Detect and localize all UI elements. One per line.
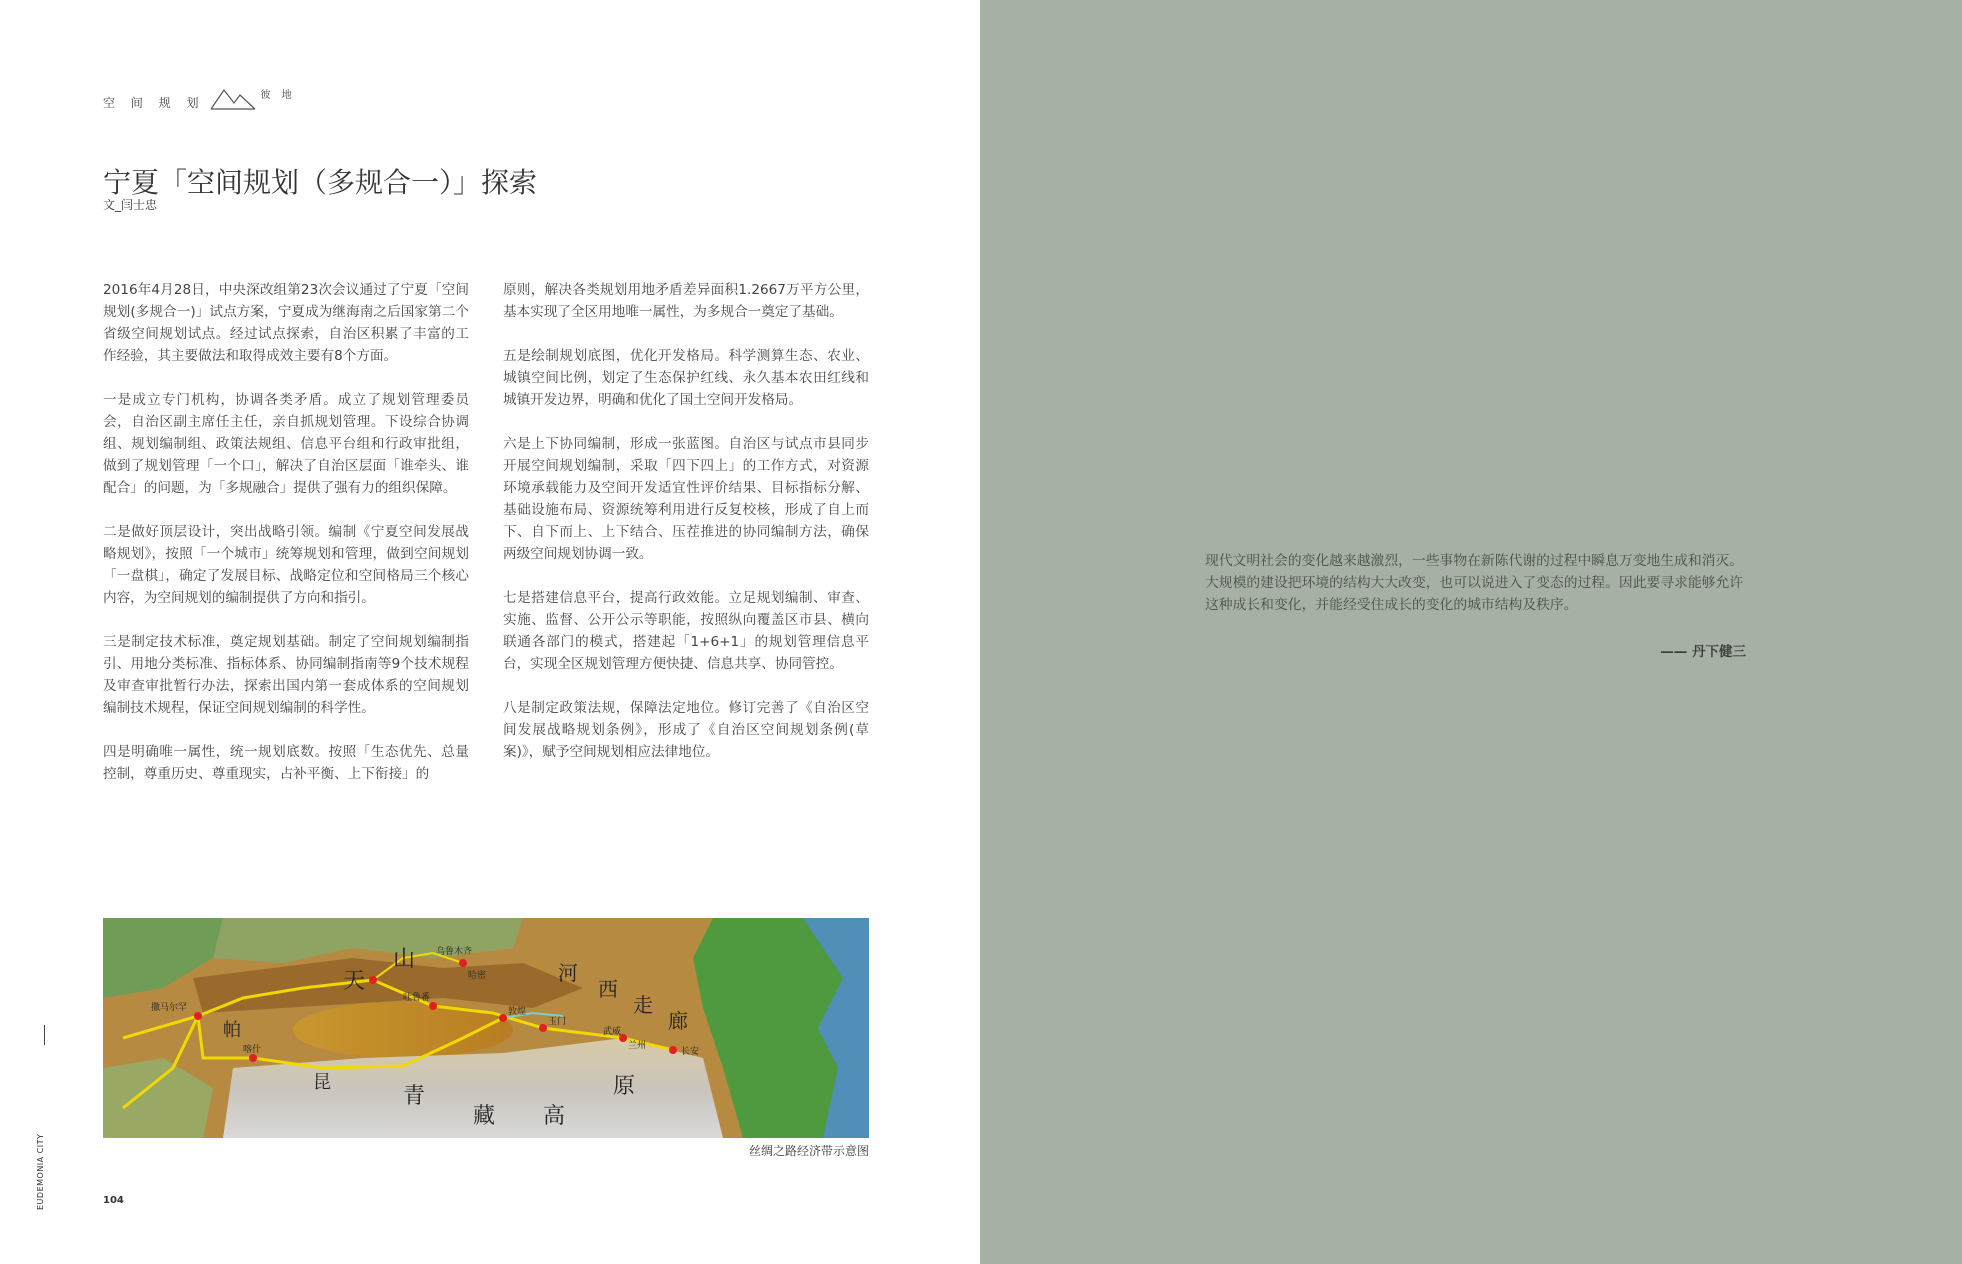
silk-road-map <box>103 918 869 1138</box>
map-city: 玉门 <box>548 1017 567 1027</box>
section-sublabel: 彼 地 <box>260 90 296 101</box>
map-label: 走 <box>633 993 653 1017</box>
map-graphic <box>103 918 869 1138</box>
map-caption: 丝绸之路经济带示意图 <box>748 1144 869 1158</box>
paragraph: 八是制定政策法规，保障法定地位。修订完善了《自治区空间发展战略规划条例》，形成了《自治区空间规划条例(草案)》，赋予空间规划相应法律地位。 <box>503 700 869 760</box>
map-city: 乌鲁木齐 <box>436 947 473 957</box>
map-city: 敦煌 <box>508 1007 527 1017</box>
map-city: 兰州 <box>628 1041 647 1051</box>
paragraph: 三是制定技术标准，奠定规划基础。制定了空间规划编制指引、用地分类标准、指标体系、协同编制指南等9个技术规程及审查审批暂行办法，探索出国内第一套成体系的空间规划编制技术规程，保证空间规划编制的科学性。 <box>103 634 469 716</box>
paragraph: 原则，解决各类规划用地矛盾差异面积1.2667万平方公里，基本实现了全区用地唯一属性，为多规合一奠定了基础。 <box>503 282 869 320</box>
map-label: 河 <box>558 961 578 985</box>
page-number: 104 <box>103 1195 124 1206</box>
map-label: 藏 <box>473 1104 496 1129</box>
quote-text: 现代文明社会的变化越来越激烈，一些事物在新陈代谢的过程中瞬息万变地生成和消灭。大规模的建设把环境的结构大大改变，也可以说进入了变态的过程。因此要寻求能够允许这种成长和变化，并能经受住成长的变化的城市结构及秩序。 <box>1205 553 1744 613</box>
map-label: 廊 <box>668 1009 688 1033</box>
section-label: 空 间 规 划 <box>103 96 205 110</box>
article-byline: 文_闫士忠 <box>103 198 158 212</box>
paragraph: 一是成立专门机构，协调各类矛盾。成立了规划管理委员会，自治区副主席任主任，亲自抓规划管理。下设综合协调组、规划编制组、政策法规组、信息平台组和行政审批组，做到了规划管理「一个口」，解决了自治区层面「谁牵头、谁配合」的问题，为「多规融合」提供了强有力的组织保障。 <box>103 392 469 496</box>
article-title: 宁夏「空间规划（多规合一）」探索 <box>103 165 538 199</box>
map-label: 山 <box>393 947 416 972</box>
map-label: 青 <box>403 1084 426 1109</box>
map-city: 吐鲁番 <box>403 993 431 1003</box>
right-page <box>980 0 1962 1264</box>
article-column-right <box>503 279 869 785</box>
map-city: 撒马尔罕 <box>151 1003 188 1013</box>
map-label: 昆 <box>313 1072 331 1093</box>
map-label: 帕 <box>223 1020 241 1041</box>
paragraph: 六是上下协同编制，形成一张蓝图。自治区与试点市县同步开展空间规划编制，采取「四下四上」的工作方式，对资源环境承载能力及空间开发适宜性评价结果、目标指标分解、基础设施布局、资源统筹利用进行反复校核，形成了自上而下、自下而上、上下结合、压茬推进的协同编制方法，确保两级空间规划协调一致。 <box>503 436 869 562</box>
map-label: 原 <box>613 1074 636 1099</box>
map-label: 西 <box>598 977 618 1001</box>
map-city: 喀什 <box>243 1045 262 1055</box>
map-city: 长安 <box>681 1047 700 1057</box>
paragraph: 二是做好顶层设计，突出战略引领。编制《宁夏空间发展战略规划》，按照「一个城市」统筹规划和管理，做到空间规划「一盘棋」，确定了发展目标、战略定位和空间格局三个核心内容，为空间规划的编制提供了方向和指引。 <box>103 524 469 606</box>
brand-vertical-text: EUDEMONIA CITY <box>36 1133 45 1210</box>
paragraph: 七是搭建信息平台，提高行政效能。立足规划编制、审查、实施、监督、公开公示等职能，按照纵向覆盖区市县、横向联通各部门的模式，搭建起「1+6+1」的规划管理信息平台，实现全区规划管理方便快捷、信息共享、协同管控。 <box>503 590 869 672</box>
quote-author: —— 丹下健三 <box>1660 644 1746 660</box>
margin-rule <box>44 1025 45 1045</box>
brand-wrapper <box>36 1133 48 1210</box>
mountain-icon <box>210 86 256 110</box>
section-header <box>103 82 296 110</box>
paragraph: 四是明确唯一属性，统一规划底数。按照「生态优先、总量控制，尊重历史、尊重现实，占补平衡、上下衔接」的 <box>103 744 469 782</box>
paragraph: 2016年4月28日，中央深改组第23次会议通过了宁夏「空间规划(多规合一)」试点方案，宁夏成为继海南之后国家第二个省级空间规划试点。经过试点探索，自治区积累了丰富的工作经验，其主要做法和取得成效主要有8个方面。 <box>103 282 469 364</box>
article-column-left <box>103 279 469 807</box>
paragraph: 五是绘制规划底图，优化开发格局。科学测算生态、农业、城镇空间比例，划定了生态保护红线、永久基本农田红线和城镇开发边界，明确和优化了国土空间开发格局。 <box>503 348 869 408</box>
map-city: 哈密 <box>468 971 487 981</box>
map-label: 天 <box>343 969 366 994</box>
map-city: 武威 <box>603 1027 622 1037</box>
map-label: 高 <box>543 1104 566 1129</box>
left-page <box>0 0 980 1264</box>
